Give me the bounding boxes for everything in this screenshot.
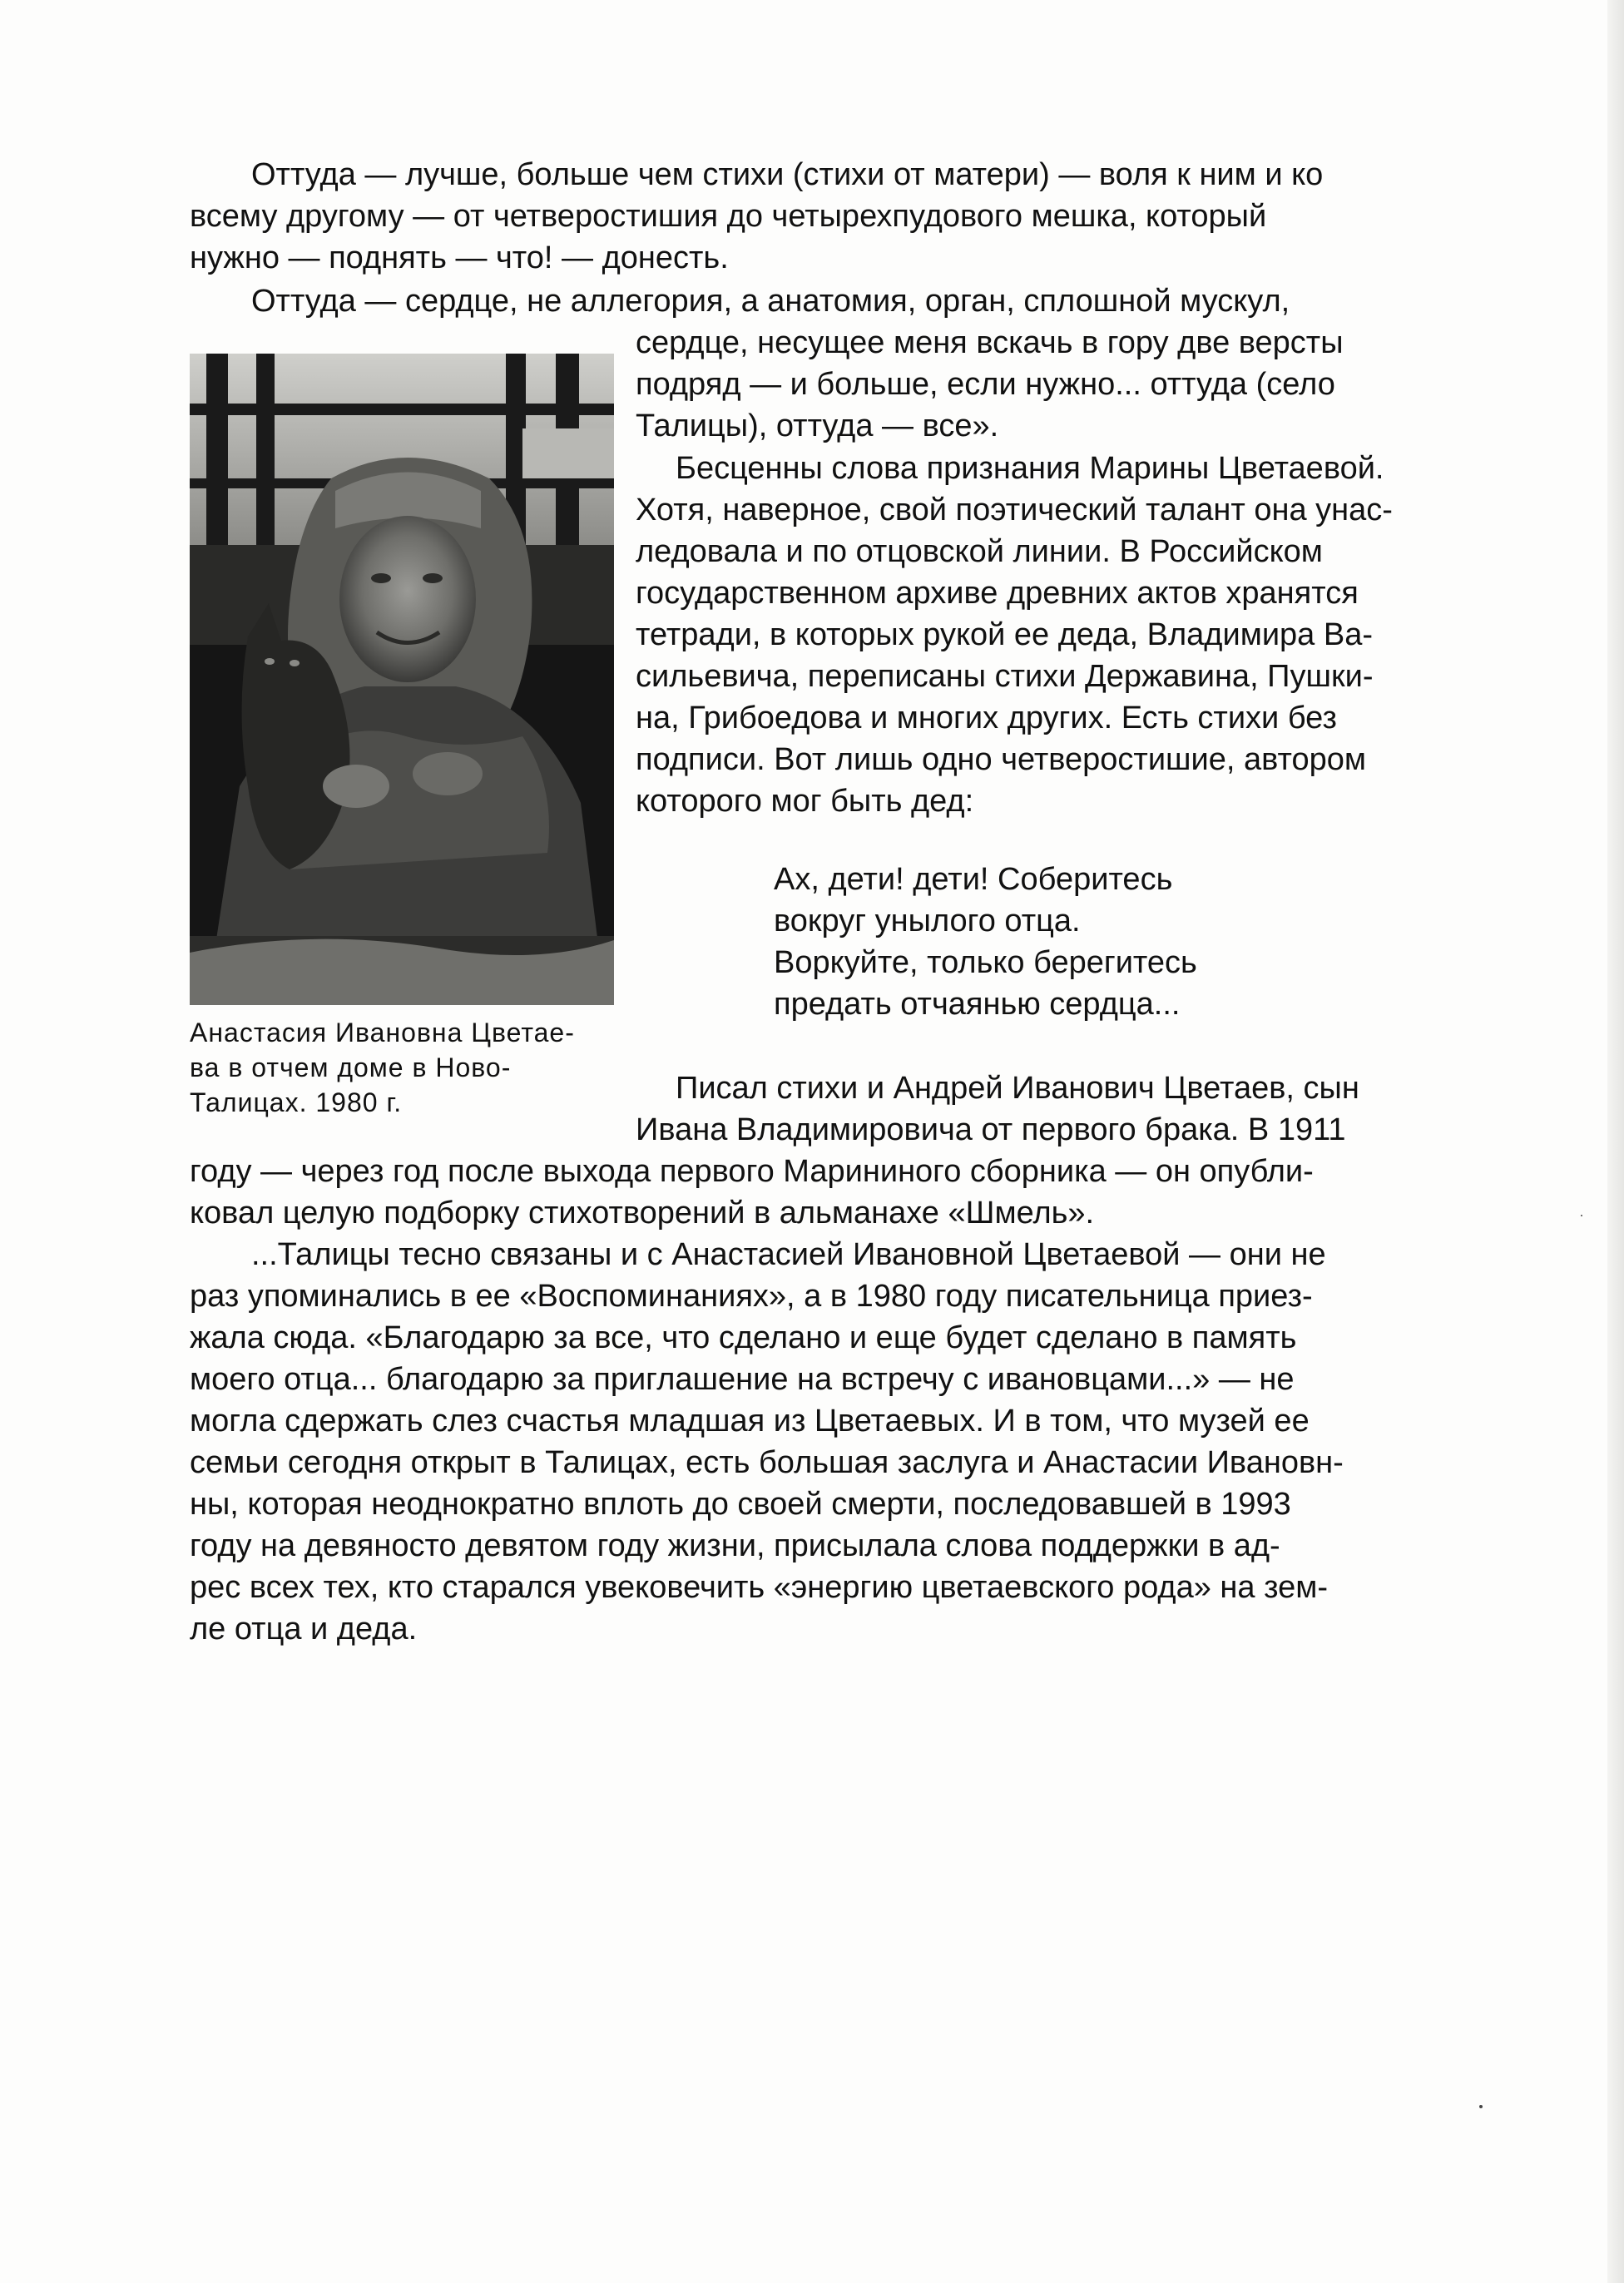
caption-line: Талицах. 1980 г. (190, 1087, 403, 1117)
text-line: жала сюда. «Благодарю за все, что сделано и еще будет сделано в память (190, 1320, 1297, 1355)
text-line: подряд — и больше, если нужно... оттуда (село (636, 367, 1335, 402)
text-line: могла сдержать слез счастья младшая из Цветаевых. И в том, что музей ее (190, 1404, 1310, 1439)
text-line: Хотя, наверное, свой поэтический талант она унас- (636, 493, 1393, 527)
text-line: моего отца... благодарю за приглашение на встречу с ивановцами...» — не (190, 1362, 1295, 1397)
text-line: подписи. Вот лишь одно четверостишие, автором (636, 742, 1367, 777)
poem-line: Ах, дети! дети! Соберитесь (774, 862, 1173, 897)
text-line: Оттуда — лучше, больше чем стихи (стихи от матери) — воля к ним и ко (251, 157, 1324, 192)
text-line: раз упоминались в ее «Воспоминаниях», а в 1980 году писательница приез- (190, 1279, 1313, 1314)
scan-speck (1581, 1215, 1582, 1216)
text-line: году — через год после выхода первого Марининого сборника — он опубли- (190, 1154, 1314, 1189)
text-line: всему другому — от четверостишия до четырехпудового мешка, который (190, 199, 1267, 234)
text-line: ковал целую подборку стихотворений в альманахе «Шмель». (190, 1196, 1095, 1231)
text-line: рес всех тех, кто старался увековечить «энергию цветаевского рода» на зем- (190, 1570, 1328, 1605)
text-line: Бесценны слова признания Марины Цветаевой. (676, 451, 1384, 486)
text-line: сердце, несущее меня вскачь в гору две версты (636, 325, 1344, 360)
poem-line: Воркуйте, только берегитесь (774, 945, 1197, 980)
poem-line: предать отчаянью сердца... (774, 987, 1181, 1022)
caption-line: ва в отчем доме в Ново- (190, 1052, 512, 1082)
text-line: Писал стихи и Андрей Иванович Цветаев, сын (676, 1071, 1359, 1106)
portrait-illustration (190, 354, 614, 1005)
text-line: семьи сегодня открыт в Талицах, есть большая заслуга и Анастасии Ивановн- (190, 1445, 1344, 1480)
text-line: государственном архиве древних актов хранятся (636, 576, 1359, 611)
portrait-photo (190, 354, 614, 1005)
text-line: которого мог быть дед: (636, 784, 974, 819)
text-line: ...Талицы тесно связаны и с Анастасией Ивановной Цветаевой — они не (251, 1237, 1326, 1272)
scan-speck (1479, 2105, 1483, 2108)
poem-line: вокруг унылого отца. (774, 904, 1081, 938)
text-line: Оттуда — сердце, не аллегория, а анатомия, орган, сплошной мускул, (251, 284, 1290, 319)
caption-line: Анастасия Ивановна Цветае- (190, 1018, 575, 1047)
text-line: тетради, в которых рукой ее деда, Владимира Ва- (636, 617, 1374, 652)
text-line: ны, которая неоднократно вплоть до своей смерти, последовавшей в 1993 (190, 1487, 1291, 1522)
text-line: нужно — поднять — что! — донесть. (190, 240, 729, 275)
text-line: Ивана Владимировича от первого брака. В 1911 (636, 1112, 1346, 1147)
photo-caption (190, 1015, 614, 1120)
page-edge-shadow (1607, 0, 1624, 2283)
text-line: ле отца и деда. (190, 1612, 418, 1647)
text-line: ледовала и по отцовской линии. В Российском (636, 534, 1323, 569)
text-line: Талицы), оттуда — все». (636, 409, 999, 443)
text-line: году на девяносто девятом году жизни, присылала слова поддержки в ад- (190, 1528, 1280, 1563)
text-line: на, Грибоедова и многих других. Есть стихи без (636, 701, 1337, 735)
text-line: сильевича, переписаны стихи Державина, Пушки- (636, 659, 1374, 694)
